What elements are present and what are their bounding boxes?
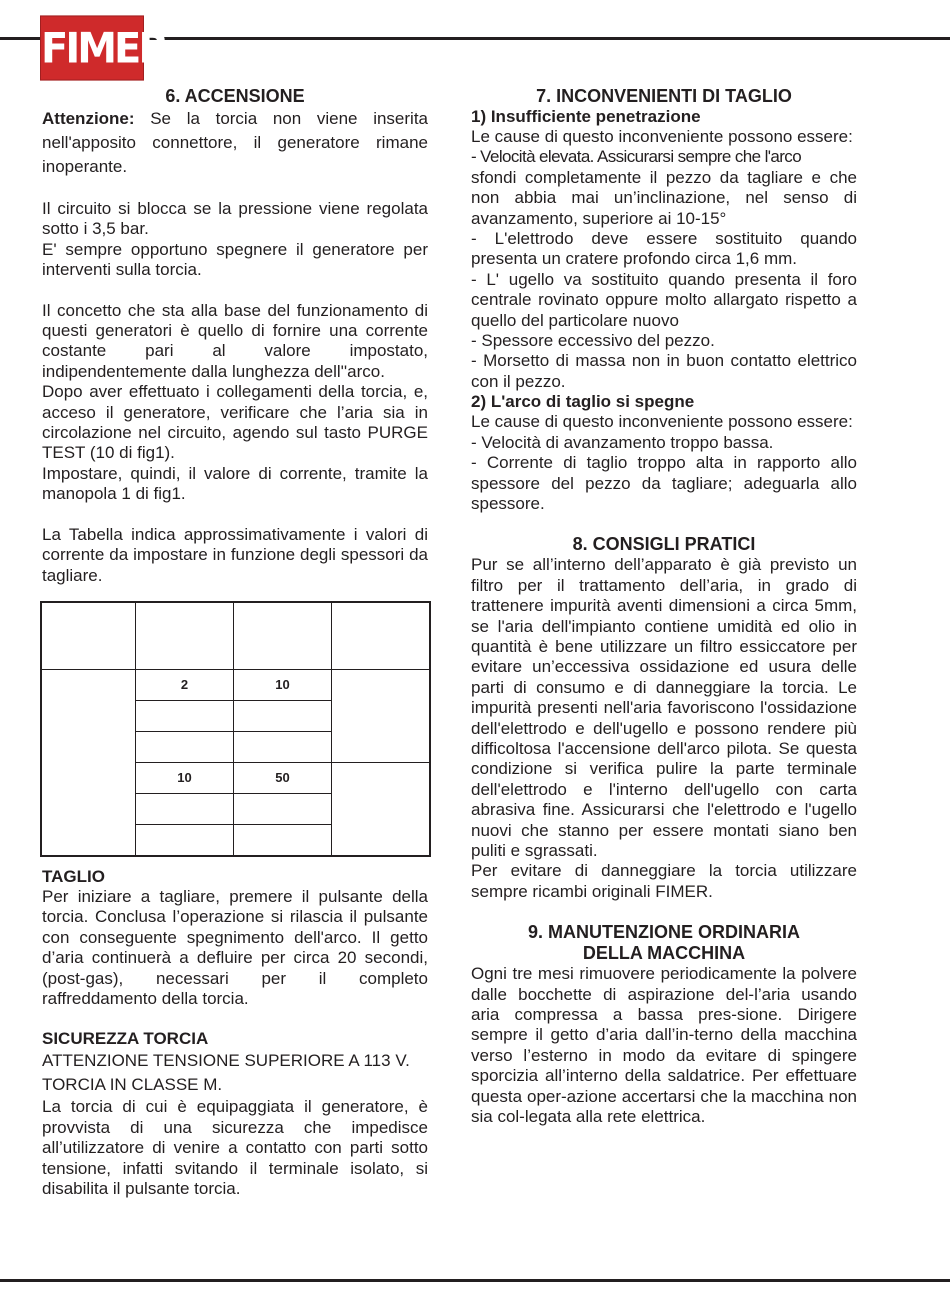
s7-causes-paragraph: Le cause di questo inconveniente possono essere: — [471, 127, 853, 146]
s7-subtitle-1: 1) Insufficiente penetrazione — [471, 107, 701, 126]
taglio-paragraph: Per iniziare a tagliare, premere il pulsante della torcia. Conclusa l’operazione si rilascia il pulsante con conseguente spegnimento dell'arco. Il getto d’aria continuerà a defluire per circa 20 secondi, (post-gas), necessari per il completo raffreddamento della torcia. — [42, 886, 428, 1008]
table-cell — [234, 700, 332, 731]
table-header-cell — [332, 602, 431, 670]
table-cell — [136, 793, 234, 824]
s7-thickness-paragraph: - Spessore eccessivo del pezzo. — [471, 331, 715, 351]
table-cell — [136, 731, 234, 762]
section-6-title: 6. ACCENSIONE — [165, 86, 305, 106]
s6-connections-paragraph: Dopo aver effettuato i collegamenti della torcia, e, acceso il generatore, verificare che l’aria sia in circolazione nel circuito, agendo sul tasto PURGE TEST (10 di fig1). — [42, 382, 428, 463]
s7-electrode-paragraph: - L'elettrodo deve essere sostituito quando presenta un cratere profondo circa 1,6 mm. — [471, 229, 857, 269]
table-cell — [332, 762, 431, 856]
section-9-title-line-1: 9. MANUTENZIONE ORDINARIA — [527, 922, 800, 943]
s6-switch-off-paragraph: E' sempre opportuno spegnere il generatore per interventi sulla torcia. — [42, 239, 428, 280]
table-cell: 10 — [234, 669, 332, 700]
table-header-cell — [234, 602, 332, 670]
table-row — [41, 669, 430, 700]
section-8-title: 8. CONSIGLI PRATICI — [572, 534, 756, 555]
sicurezza-warning: ATTENZIONE TENSIONE SUPERIORE A 113 V. TORCIA IN CLASSE M. — [42, 1051, 410, 1095]
table-cell — [136, 700, 234, 731]
s6-table-intro-paragraph: La Tabella indica approssimativamente i valori di corrente da impostare in funzione degli spessori da tagliare. — [42, 524, 428, 585]
fimer-logo: FIMER — [40, 15, 144, 80]
table-cell: 50 — [234, 762, 332, 793]
table-cell — [41, 669, 136, 856]
sicurezza-torcia-title: SICUREZZA TORCIA — [42, 1029, 209, 1049]
s8-paragraph-2: Per evitare di danneggiare la torcia utilizzare sempre ricambi originali FIMER. — [471, 861, 857, 901]
section-9-title-line-2: DELLA MACCHINA — [582, 943, 746, 964]
table-cell — [136, 824, 234, 856]
s7-clamp-paragraph: - Morsetto di massa non in buon contatto elettrico con il pezzo. — [471, 351, 857, 391]
table-header-row — [41, 602, 430, 670]
table-cell: 2 — [136, 669, 234, 700]
section-7-title: 7. INCONVENIENTI DI TAGLIO — [536, 86, 792, 106]
table-header-cell — [41, 602, 136, 670]
right-column — [471, 86, 857, 1127]
s7-nozzle-paragraph: - L' ugello va sostituito quando presenta il foro centrale rovinato oppure molto allargato rispetto a quello del particolare nuovo — [471, 269, 857, 330]
table-cell — [234, 793, 332, 824]
table-cell: 10 — [136, 762, 234, 793]
table-cell — [234, 731, 332, 762]
attention-text: Se la torcia non viene inserita nell'apposito connettore, il generatore rimane inoperante. — [42, 109, 428, 176]
s7-causes-paragraph-2: Le cause di questo inconveniente possono essere: — [471, 412, 853, 432]
s7-low-speed-paragraph: - Velocità di avanzamento troppo bassa. — [471, 432, 774, 452]
attention-label: Attenzione: — [42, 109, 135, 128]
s6-attention-paragraph — [42, 107, 428, 179]
sicurezza-paragraph: La torcia di cui è equipaggiata il generatore, è provvista di una sicurezza che impedisce all’utilizzatore di venire a contatto con parti sotto tensione, infatti svitando il terminale isolato, si disabilita il pulsante torcia. — [42, 1097, 428, 1198]
table-header-cell — [136, 602, 234, 670]
table-cell — [332, 669, 431, 762]
s6-concept-paragraph: Il concetto che sta alla base del funzionamento di questi generatori è quello di fornire una corrente costante pari al valore impostato, indipendentemente dalla lunghezza dell''arco. — [42, 300, 428, 381]
s9-paragraph: Ogni tre mesi rimuovere periodicamente la polvere dalle bocchette di aspirazione del-l’aria usando aria compressa a bassa pres-sione. Dirigere sempre il getto d’aria dall’in-terno della macchina verso l’esterno in modo da evitare di spingere sporcizia all’interno della saldatrice. Per effettuare questa oper-azione accertarsi che la macchina non sia col-legata alla rete elettrica. — [471, 964, 857, 1127]
bottom-rule — [0, 1279, 950, 1282]
s7-current-paragraph: - Corrente di taglio troppo alta in rapporto allo spessore del pezzo da tagliare; adeguarla allo spessore. — [471, 453, 857, 513]
left-column — [42, 86, 428, 1199]
table-cell — [234, 824, 332, 856]
s7-subtitle-2: 2) L'arco di taglio si spegne — [471, 392, 695, 412]
s6-pressure-paragraph: Il circuito si blocca se la pressione viene regolata sotto i 3,5 bar. — [42, 199, 428, 239]
s8-paragraph-1: Pur se all’interno dell’apparato è già previsto un filtro per il trattamento dell’aria, in grado di trattenere impurità aventi dimensioni a circa 5mm, se l'aria dell'impianto contiene umidità ed olio in quantità è bene utilizzare un filtro essiccatore per evitare un’eccessiva ossidazione ed usura delle parti di consumo e di danneggiare la torcia. Le impurità presenti nell'aria favoriscono l'ossidazione dell'elettrodo e dell'ugello e possono rendere più difficoltosa l'accensione dell'arco pilota. Se questa condizione si verifica pulire la parte terminale dell'elettrodo e l'interno dell'ugello con carta abrasiva fine. Assicurarsi che l'elettrodo e l'ugello nuovi che stanno per essere montati siano ben puliti e sgrassati. — [471, 555, 857, 860]
taglio-title: TAGLIO — [42, 866, 105, 886]
current-thickness-table — [40, 601, 431, 857]
s6-set-current-paragraph: Impostare, quindi, il valore di corrente, tramite la manopola 1 di fig1. — [42, 463, 428, 504]
s7-speed-line: - Velocità elevata. Assicurarsi sempre che l'arco — [471, 147, 802, 167]
s7-speed-paragraph: sfondi completamente il pezzo da tagliare e che non abbia mai un’inclinazione, nel senso di avanzamento, superiore ai 10-15° — [471, 167, 857, 228]
